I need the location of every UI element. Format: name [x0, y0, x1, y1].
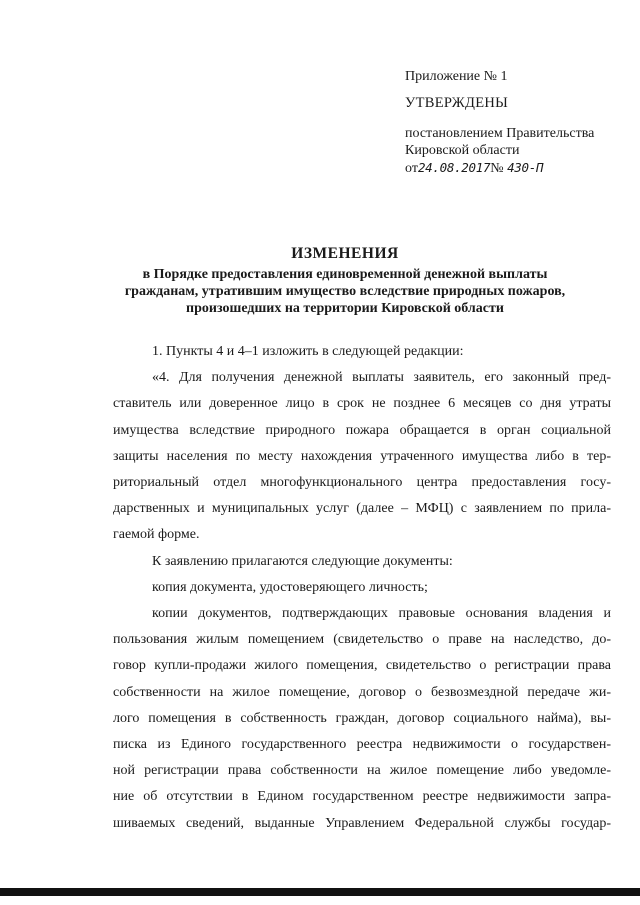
- handwritten-date: 24.08.2017: [417, 160, 491, 175]
- body-line: ставитель или доверенное лицо в срок не позднее 6 месяцев со дня утраты: [113, 396, 611, 412]
- document-subtitle: [100, 266, 590, 317]
- body-line: ной регистрации права собственности на жилое помещение либо уведомле-: [113, 763, 611, 779]
- body-line: лого помещения в собственность граждан, договор социального найма), вы-: [113, 710, 611, 726]
- body-line: «4. Для получения денежной выплаты заявитель, его законный пред-: [152, 370, 611, 386]
- body-line: дарственных и муниципальных услуг (далее – МФЦ) с заявлением по прила-: [113, 501, 611, 517]
- body-line: копия документа, удостоверяющего личность;: [152, 579, 428, 595]
- body-line: К заявлению прилагаются следующие документы:: [152, 553, 453, 569]
- resolution-line-2: Кировской области: [405, 143, 520, 158]
- scan-edge-bar: [0, 888, 640, 896]
- subtitle-line: произошедших на территории Кировской области: [186, 301, 504, 316]
- body-line: защиты населения по месту нахождения утраченного имущества либо в тер-: [113, 448, 611, 464]
- handwritten-number: 430-П: [507, 160, 544, 175]
- body-line: пользования жилым помещением (свидетельство о праве на наследство, до-: [113, 632, 611, 648]
- appendix-label: Приложение № 1: [405, 69, 508, 84]
- body-line: говор купли-продажи жилого помещения, свидетельство о регистрации права: [113, 658, 611, 674]
- body-line: имущества вследствие природного пожара обращается в орган социальной: [113, 422, 611, 438]
- body-line: писка из Единого государственного реестра недвижимости о государствен-: [113, 737, 611, 753]
- number-prefix: №: [490, 161, 504, 176]
- body-line: шиваемых сведений, выданные Управлением Федеральной службы государ-: [113, 815, 611, 831]
- approval-block: [405, 68, 625, 177]
- body-line: собственности на жилое помещение, договор о безвозмездной передаче жи-: [113, 684, 611, 700]
- resolution-line-1: постановлением Правительства: [405, 126, 595, 141]
- date-prefix: от: [405, 161, 418, 176]
- body-line: гаемой форме.: [113, 527, 200, 543]
- resolution-date-number: [405, 159, 625, 177]
- body-line: 1. Пункты 4 и 4–1 изложить в следующей редакции:: [152, 344, 464, 359]
- document-body: [113, 339, 611, 837]
- subtitle-line: гражданам, утратившим имущество вследствие природных пожаров,: [124, 284, 566, 299]
- document-title: ИЗМЕНЕНИЯ: [291, 245, 399, 262]
- body-line: ние об отсутствии в Едином государственном реестре недвижимости запра-: [113, 789, 611, 805]
- approved-label: УТВЕРЖДЕНЫ: [405, 95, 509, 111]
- subtitle-line: в Порядке предоставления единовременной денежной выплаты: [142, 267, 548, 282]
- document-heading: [100, 245, 590, 317]
- body-line: риториальный отдел многофункционального центра предоставления госу-: [113, 475, 611, 491]
- body-line: копии документов, подтверждающих правовые основания владения и: [152, 606, 611, 622]
